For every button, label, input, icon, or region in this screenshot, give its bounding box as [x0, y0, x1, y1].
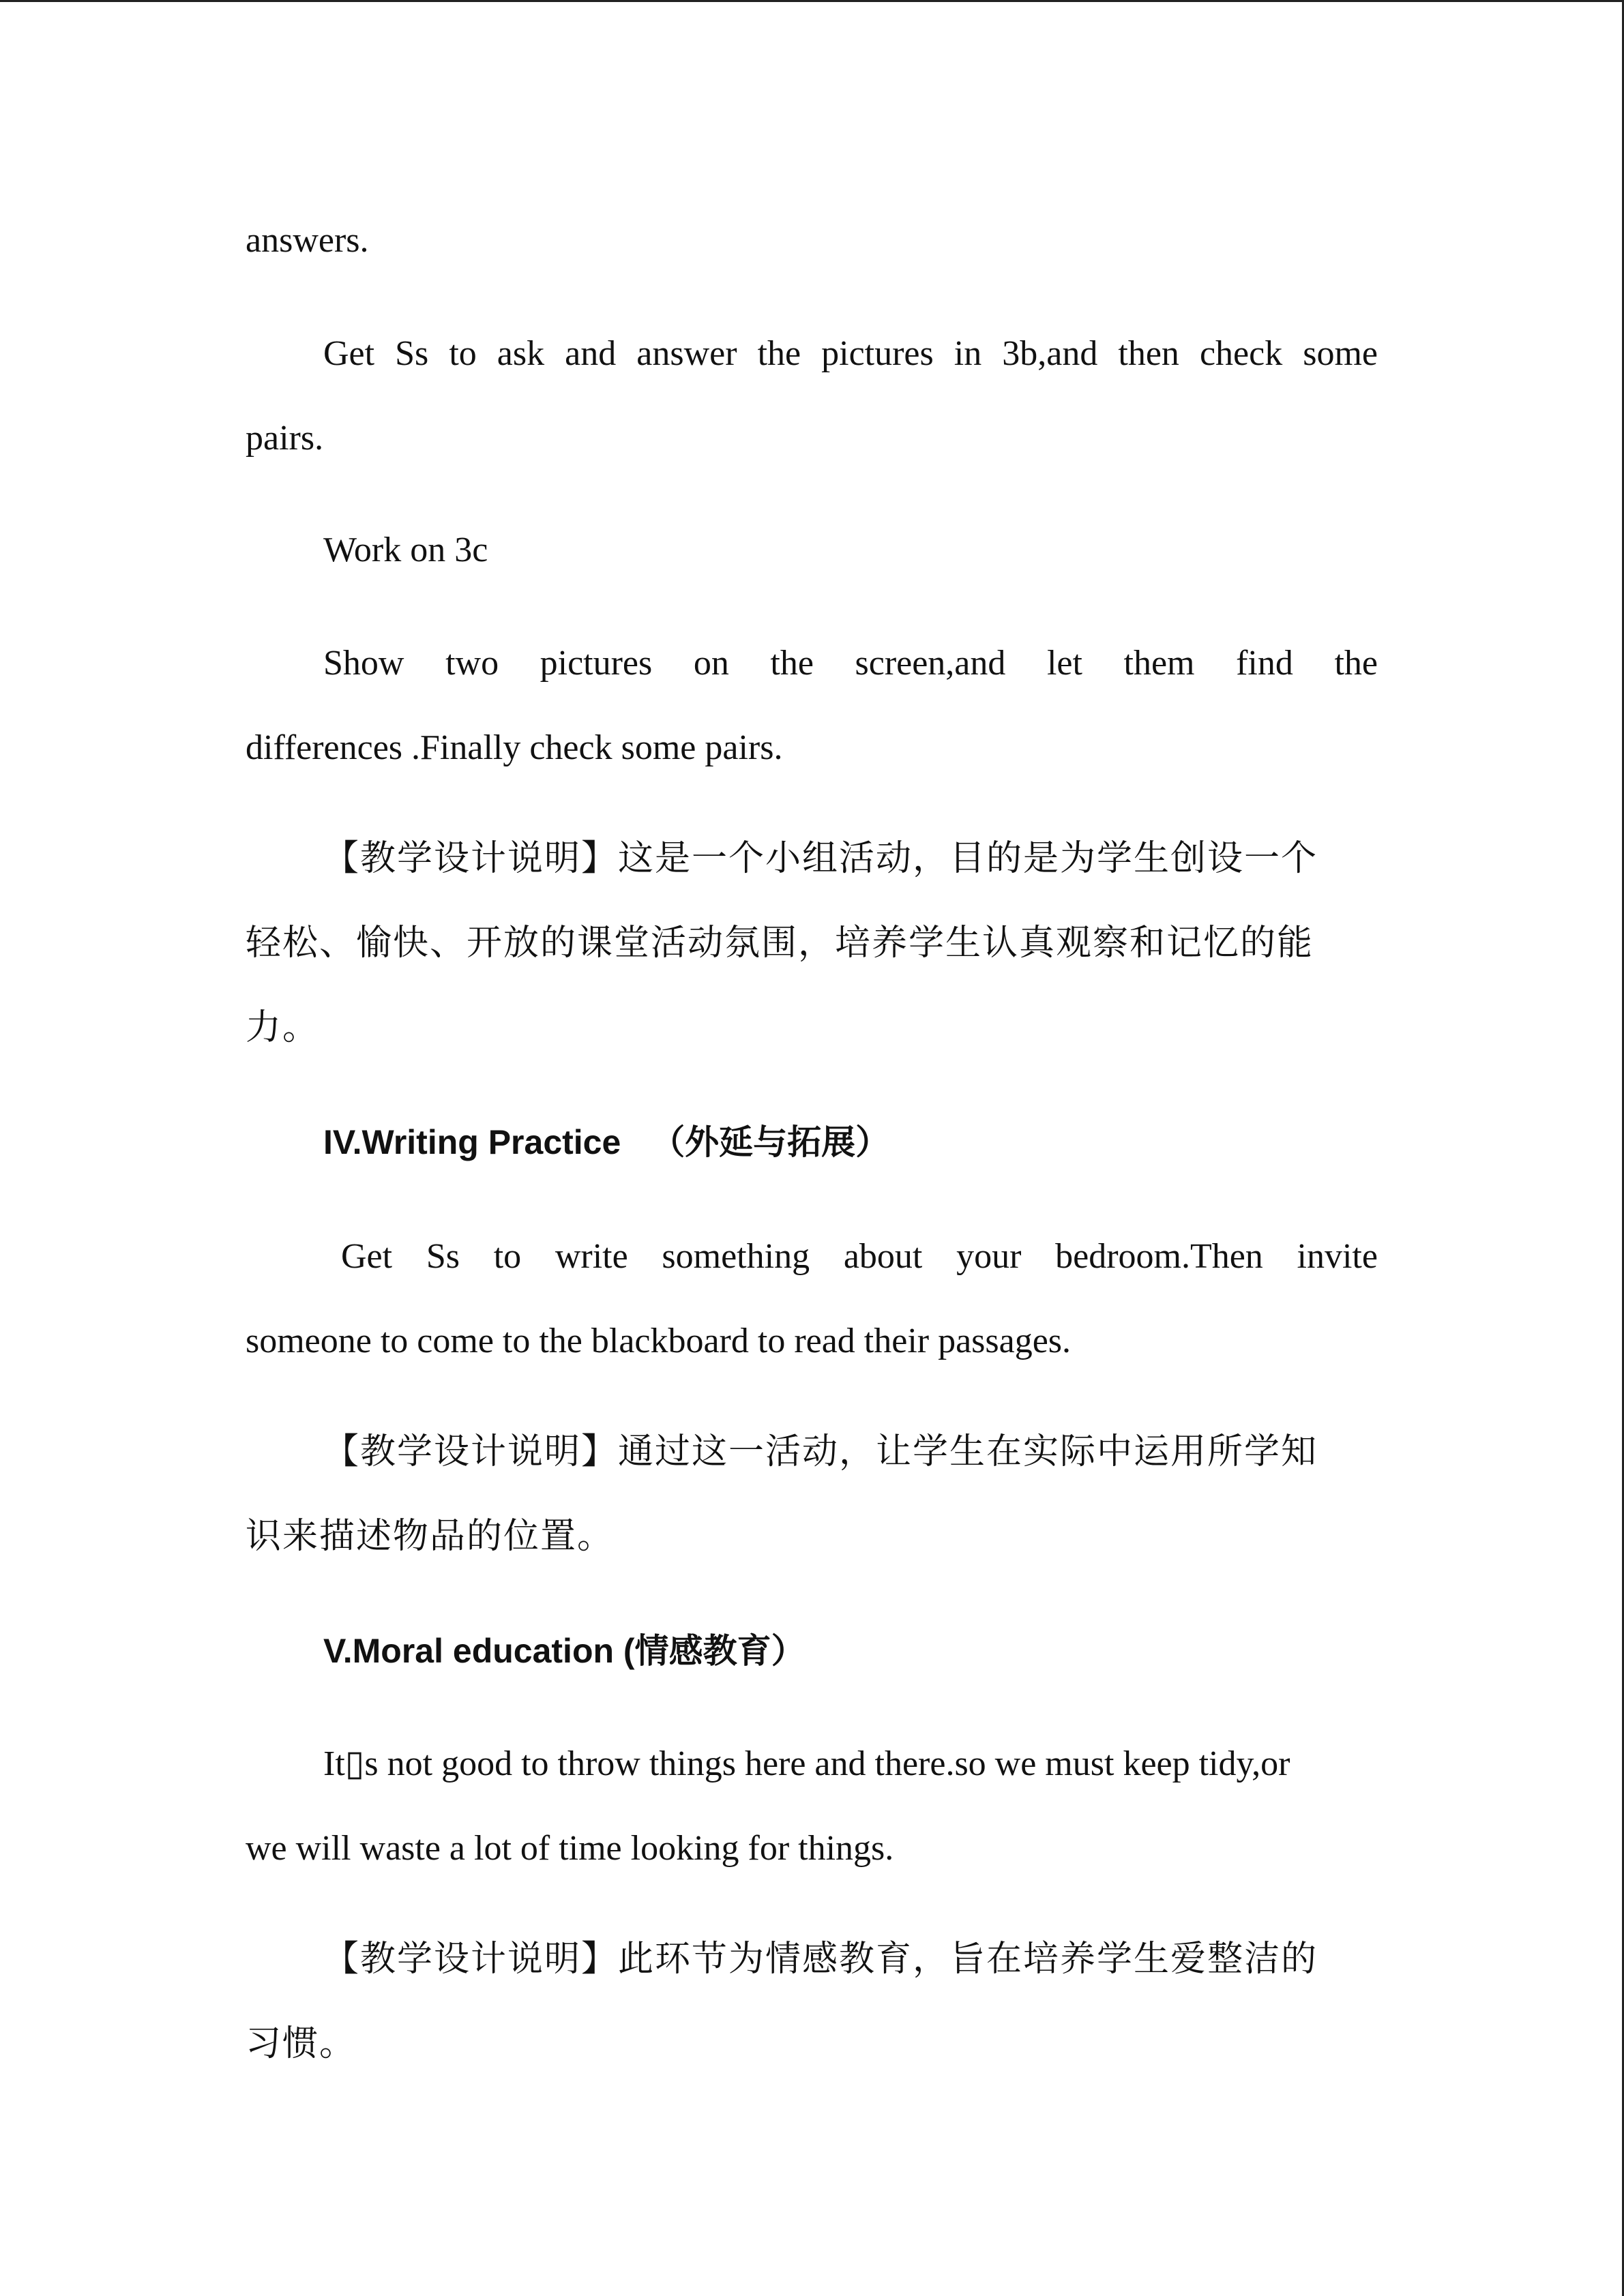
word: 3b,and — [1002, 334, 1098, 373]
design-note-line: 轻松、愉快、开放的课堂活动氛围，培养学生认真观察和记忆的能 — [246, 923, 1314, 964]
word: screen,and — [855, 644, 1006, 683]
word: then — [1118, 334, 1179, 373]
word: the — [1334, 644, 1378, 683]
word: something — [662, 1237, 810, 1276]
word: check — [1199, 334, 1283, 373]
word: to — [493, 1237, 522, 1276]
text-line: answers. — [246, 221, 369, 260]
design-note-line: 【教学设计说明】通过这一活动，让学生在实际中运用所学知 — [323, 1431, 1318, 1472]
word: in — [954, 334, 982, 373]
word: pictures — [540, 644, 653, 683]
design-note-line: 【教学设计说明】这是一个小组活动，目的是为学生创设一个 — [323, 838, 1318, 879]
word: on — [693, 644, 729, 683]
word: ask — [497, 334, 545, 373]
word: pictures — [821, 334, 934, 373]
design-note-line: 习惯。 — [246, 2023, 357, 2064]
heading-chinese: （外延与拓展） — [651, 1122, 890, 1162]
word: Get — [323, 334, 375, 373]
heading-english: V.Moral education ( — [323, 1632, 635, 1670]
word: two — [445, 644, 499, 683]
text-line-throw-things: It▯s not good to throw things here and there.so we must keep tidy,or — [323, 1744, 1290, 1783]
word: Show — [323, 644, 404, 683]
design-note-line: 识来描述物品的位置。 — [246, 1516, 615, 1557]
word: invite — [1297, 1237, 1378, 1276]
design-note-line: 力。 — [246, 1007, 320, 1048]
word: your — [956, 1237, 1022, 1276]
justified-line-write-bedroom — [341, 1233, 1378, 1281]
justified-line-show-pictures — [323, 640, 1378, 687]
word: write — [555, 1237, 628, 1276]
word: let — [1046, 644, 1082, 683]
design-note-line: 【教学设计说明】此环节为情感教育，旨在培养学生爱整洁的 — [323, 1939, 1318, 1980]
word: and — [565, 334, 617, 373]
word: find — [1236, 644, 1293, 683]
text-line: pairs. — [246, 419, 324, 458]
heading-english: IV.Writing Practice — [323, 1123, 621, 1161]
word: the — [757, 334, 801, 373]
word: the — [770, 644, 814, 683]
word: about — [843, 1237, 923, 1276]
text-line: we will waste a lot of time looking for things. — [246, 1829, 894, 1868]
word: some — [1303, 334, 1378, 373]
justified-line-get-ss-ask — [323, 330, 1378, 378]
word: bedroom.Then — [1055, 1237, 1263, 1276]
word: Ss — [426, 1237, 460, 1276]
text-line: differences .Finally check some pairs. — [246, 728, 783, 767]
heading-chinese: 情感教育） — [634, 1631, 806, 1671]
section-heading-moral-education — [323, 1627, 1378, 1675]
word: to — [449, 334, 477, 373]
text-line: someone to come to the blackboard to read their passages. — [246, 1322, 1072, 1360]
subheading-work-on-3c: Work on 3c — [323, 531, 488, 569]
word: them — [1123, 644, 1195, 683]
word: answer — [636, 334, 737, 373]
section-heading-writing-practice — [323, 1118, 1378, 1166]
word: Get — [341, 1237, 393, 1276]
word: Ss — [395, 334, 429, 373]
page-top-border — [0, 0, 1624, 2]
